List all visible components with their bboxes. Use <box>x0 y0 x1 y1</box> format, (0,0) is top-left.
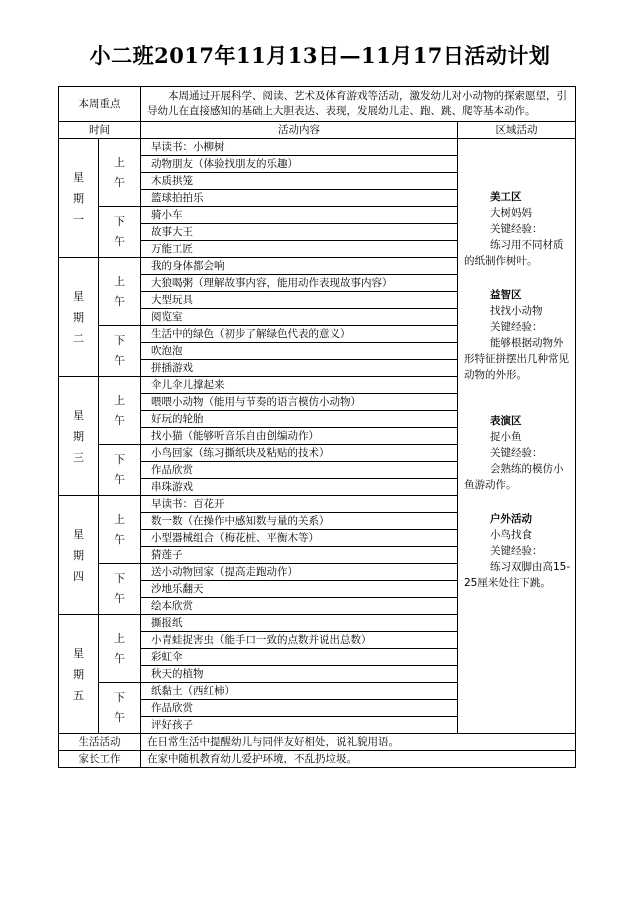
half-label-am <box>99 258 141 326</box>
activity-item: 篮球拍拍乐 <box>141 190 458 207</box>
day-label-1 <box>59 139 99 258</box>
vertical-char: 下 <box>114 334 125 347</box>
vertical-char: 午 <box>114 354 125 367</box>
activity-item: 故事大王 <box>141 224 458 241</box>
focus-row <box>59 87 576 122</box>
half-label-pm <box>99 564 141 615</box>
parents-row <box>59 751 576 768</box>
area-exp-label: 关键经验： <box>490 447 543 459</box>
activity-item: 数一数（在操作中感知数与量的关系） <box>141 513 458 530</box>
activity-item: 大型玩具 <box>141 292 458 309</box>
life-row <box>59 734 576 751</box>
area-activity: 捉小鱼 <box>490 431 522 443</box>
activity-item: 串珠游戏 <box>141 479 458 496</box>
plan-body <box>59 87 576 768</box>
half-label-pm <box>99 683 141 734</box>
vertical-char: 午 <box>114 532 125 546</box>
area-block <box>464 413 571 493</box>
header-row <box>59 122 576 139</box>
vertical-char: 二 <box>73 331 84 345</box>
half-label-pm <box>99 207 141 258</box>
activity-item: 骑小车 <box>141 207 458 224</box>
vertical-char: 期 <box>73 310 84 324</box>
area-activities <box>458 139 576 734</box>
vertical-char: 星 <box>73 527 84 541</box>
area-block <box>464 189 571 269</box>
vertical-char: 下 <box>114 453 125 466</box>
activity-item: 早读书：小柳树 <box>141 139 458 156</box>
vertical-char: 午 <box>114 175 125 189</box>
vertical-char: 上 <box>114 393 125 407</box>
vertical-char: 期 <box>73 667 84 681</box>
vertical-char: 上 <box>114 274 125 288</box>
area-block <box>464 511 571 591</box>
day-label-4 <box>59 496 99 615</box>
area-spacer <box>464 383 571 413</box>
vertical-char: 午 <box>114 294 125 308</box>
vertical-char: 四 <box>73 569 84 583</box>
area-name: 美工区 <box>490 191 522 203</box>
header-area: 区域活动 <box>458 122 576 139</box>
area-exp-text: 练习双脚由高15-25厘米处往下跳。 <box>464 561 571 589</box>
area-exp-text: 能够根据动物外形特征拼摆出几种常见动物的外形。 <box>464 337 569 381</box>
half-label-am <box>99 377 141 445</box>
activity-item: 万能工匠 <box>141 241 458 258</box>
activity-item: 我的身体都会响 <box>141 258 458 275</box>
area-exp-label: 关键经验： <box>490 223 543 235</box>
day-label-5 <box>59 615 99 734</box>
area-exp-label: 关键经验： <box>490 545 543 557</box>
activity-item: 大狼喝粥（理解故事内容，能用动作表现故事内容） <box>141 275 458 292</box>
area-exp-text: 练习用不同材质的纸制作树叶。 <box>464 239 564 267</box>
area-exp-text: 会熟练的模仿小鱼游动作。 <box>464 463 564 491</box>
day-label-3 <box>59 377 99 496</box>
half-label-pm <box>99 326 141 377</box>
activity-item: 猜莲子 <box>141 547 458 564</box>
activity-item: 阅览室 <box>141 309 458 326</box>
parents-text: 在家中随机教育幼儿爱护环境，不乱扔垃圾。 <box>141 751 576 768</box>
vertical-char: 星 <box>73 646 84 660</box>
vertical-char: 星 <box>73 408 84 422</box>
area-activity: 小鸟找食 <box>490 529 532 541</box>
activity-item: 作品欣赏 <box>141 462 458 479</box>
activity-item: 找小猫（能够听音乐自由创编动作） <box>141 428 458 445</box>
activity-item: 吹泡泡 <box>141 343 458 360</box>
vertical-char: 上 <box>114 155 125 169</box>
area-name: 表演区 <box>490 415 522 427</box>
vertical-char: 一 <box>73 212 84 226</box>
activity-item: 生活中的绿色（初步了解绿色代表的意义） <box>141 326 458 343</box>
vertical-char: 上 <box>114 512 125 526</box>
area-name: 益智区 <box>490 289 522 301</box>
half-label-am <box>99 615 141 683</box>
activity-item: 小青蛙捉害虫（能手口一致的点数并说出总数） <box>141 632 458 649</box>
area-spacer <box>464 493 571 511</box>
activity-item: 动物朋友（体验找朋友的乐趣） <box>141 156 458 173</box>
vertical-char: 午 <box>114 711 125 724</box>
activity-item: 撕报纸 <box>141 615 458 632</box>
vertical-char: 午 <box>114 235 125 248</box>
vertical-char: 期 <box>73 191 84 205</box>
half-label-am <box>99 496 141 564</box>
half-label-am <box>99 139 141 207</box>
activity-item: 彩虹伞 <box>141 649 458 666</box>
area-activity: 大树妈妈 <box>490 207 532 219</box>
vertical-char: 星 <box>73 170 84 184</box>
vertical-char: 期 <box>73 429 84 443</box>
activity-item: 绘本欣赏 <box>141 598 458 615</box>
vertical-char: 上 <box>114 631 125 645</box>
activity-item: 小鸟回家（练习撕纸块及粘贴的技术） <box>141 445 458 462</box>
vertical-char: 五 <box>73 688 84 702</box>
vertical-char: 下 <box>114 572 125 585</box>
focus-text: 本周通过开展科学、阅读、艺术及体育游戏等活动，激发幼儿对小动物的探索愿望，引导幼儿在直接感知的基础上大胆表达、表现，发展幼儿走、跑、跳、爬等基本动作。 <box>141 87 576 122</box>
area-name: 户外活动 <box>490 513 532 525</box>
activity-item: 纸黏土（西红柿） <box>141 683 458 700</box>
page-title: 小二班2017年11月13日—11月17日活动计划 <box>89 43 551 68</box>
focus-label: 本周重点 <box>59 87 141 122</box>
vertical-char: 星 <box>73 289 84 303</box>
area-activity: 找找小动物 <box>490 305 543 317</box>
vertical-char: 期 <box>73 548 84 562</box>
area-spacer <box>464 269 571 287</box>
activity-row <box>59 139 576 156</box>
vertical-char: 下 <box>114 691 125 704</box>
vertical-char: 三 <box>73 450 84 464</box>
activity-item: 拼插游戏 <box>141 360 458 377</box>
half-label-pm <box>99 445 141 496</box>
activity-item: 早读书：百花开 <box>141 496 458 513</box>
vertical-char: 午 <box>114 651 125 665</box>
day-label-2 <box>59 258 99 377</box>
vertical-char: 午 <box>114 413 125 427</box>
activity-item: 作品欣赏 <box>141 700 458 717</box>
header-time: 时间 <box>59 122 141 139</box>
life-text: 在日常生活中提醒幼儿与同伴友好相处，说礼貌用语。 <box>141 734 576 751</box>
activity-item: 喂喂小动物（能用与节奏的语言模仿小动物） <box>141 394 458 411</box>
life-label: 生活活动 <box>59 734 141 751</box>
header-content: 活动内容 <box>141 122 458 139</box>
parents-label: 家长工作 <box>59 751 141 768</box>
activity-item: 好玩的轮胎 <box>141 411 458 428</box>
activity-item: 木质拱笼 <box>141 173 458 190</box>
vertical-char: 午 <box>114 473 125 486</box>
activity-plan-table <box>58 86 576 768</box>
area-exp-label: 关键经验： <box>490 321 543 333</box>
area-block <box>464 287 571 383</box>
activity-item: 评好孩子 <box>141 717 458 734</box>
activity-item: 沙地乐翻天 <box>141 581 458 598</box>
activity-item: 送小动物回家（提高走跑动作） <box>141 564 458 581</box>
vertical-char: 下 <box>114 215 125 228</box>
activity-item: 小型器械组合（梅花桩、平衡木等） <box>141 530 458 547</box>
activity-item: 伞儿伞儿撑起来 <box>141 377 458 394</box>
vertical-char: 午 <box>114 592 125 605</box>
activity-item: 秋天的植物 <box>141 666 458 683</box>
